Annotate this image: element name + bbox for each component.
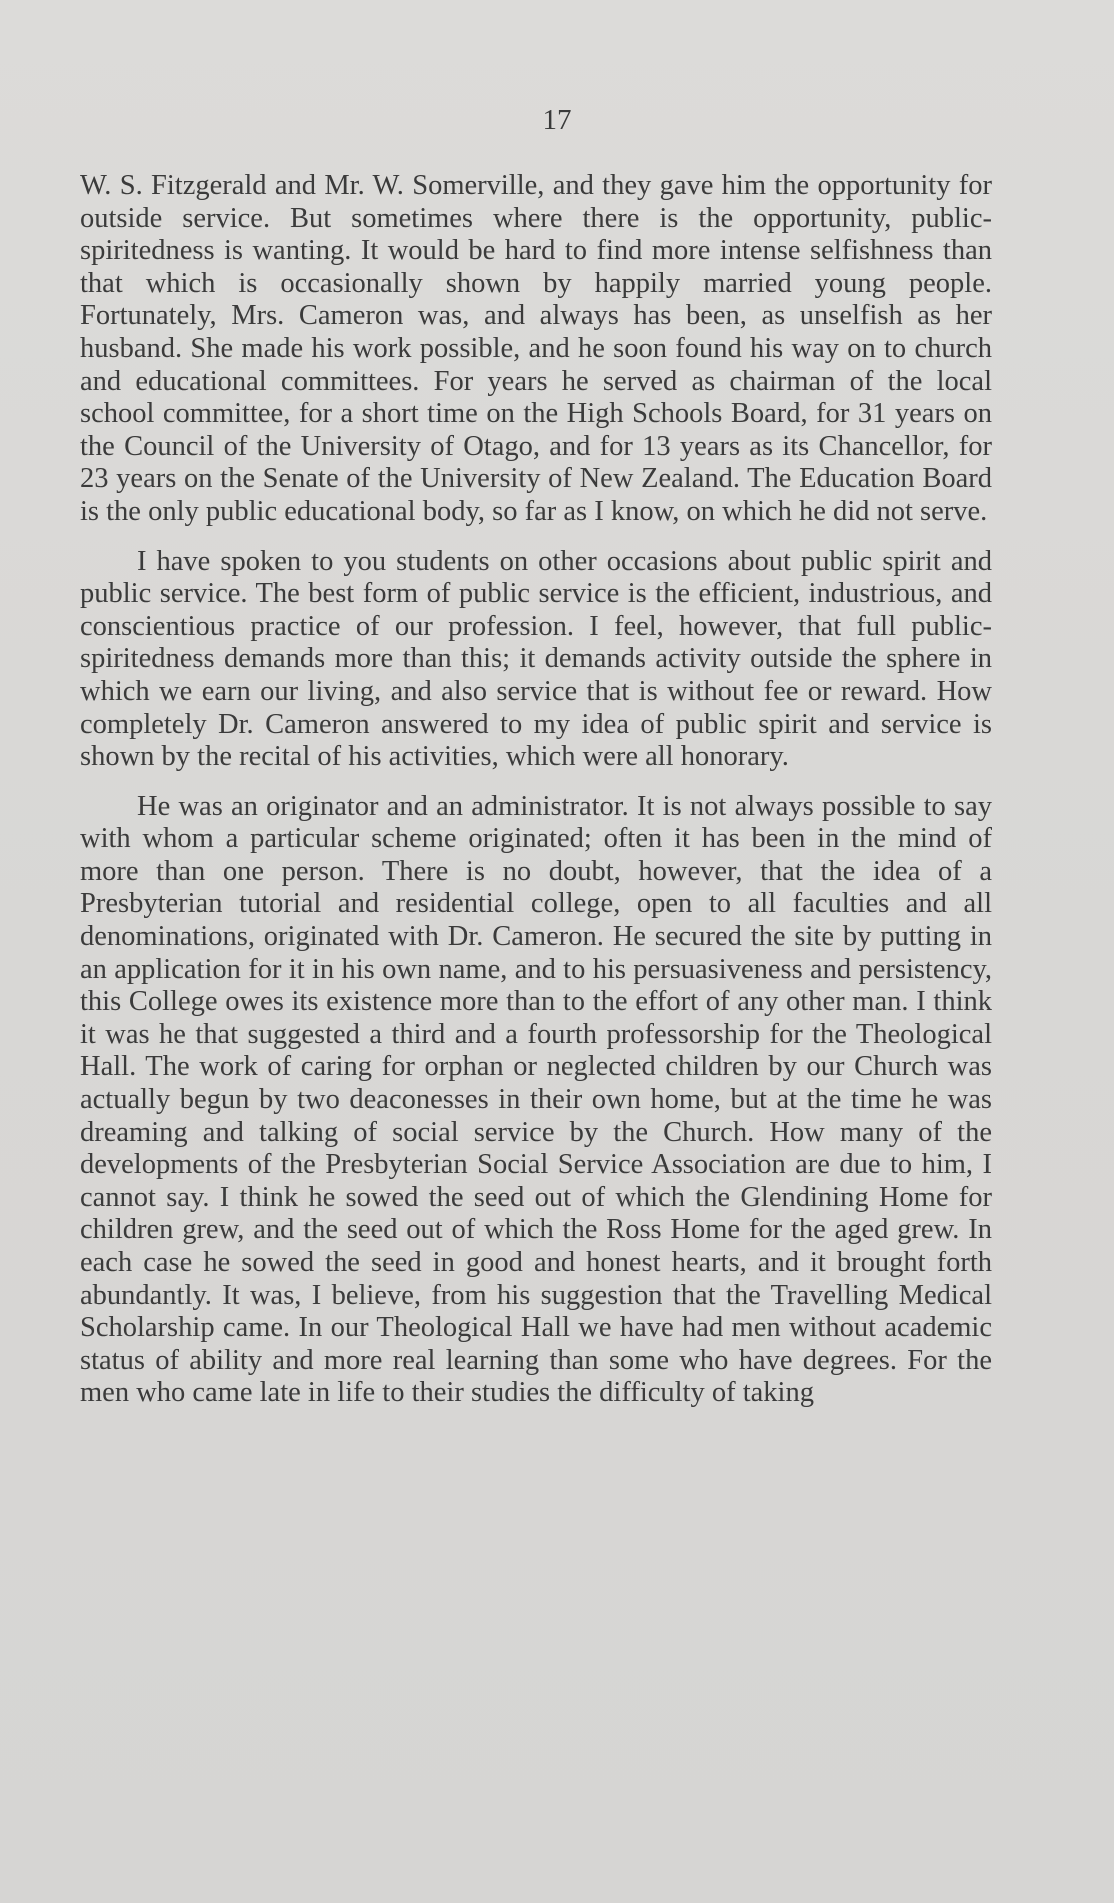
page-number: 17 [542, 104, 572, 136]
paragraph-1: W. S. Fitzgerald and Mr. W. Somerville, and they gave him the opportunity for outside service. But sometimes where there is the opportunity, public-spiritedness is wanting. It would be hard to find more intense selfishness than that which is occasionally shown by happily married young people. Fortunately, Mrs. Cameron was, and always has been, as unselfish as her husband. She made his work possible, and he soon found his way on to church and educational committees. For years he served as chairman of the local school committee, for a short time on the High Schools Board, for 31 years on the Council of the University of Otago, and for 13 years as its Chancellor, for 23 years on the Senate of the University of New Zealand. The Education Board is the only public educational body, so far as I know, on which he did not serve. [80, 170, 992, 527]
paragraph-2: I have spoken to you students on other occasions about public spirit and public service. The best form of public service is the efficient, industrious, and conscientious practice of our profession. I feel, however, that full public-spiritedness demands more than this; it demands activity outside the sphere in which we earn our living, and also service that is without fee or reward. How completely Dr. Cameron answered to my idea of public spirit and service is shown by the recital of his activities, which were all honorary. [80, 545, 992, 773]
paragraph-3: He was an originator and an administrator. It is not always possible to say with whom a particular scheme originated; often it has been in the mind of more than one person. There is no doubt, however, that the idea of a Presbyterian tutorial and residential college, open to all faculties and all denominations, originated with Dr. Cameron. He secured the site by putting in an application for it in his own name, and to his persuasiveness and persistency, this College owes its existence more than to the effort of any other man. I think it was he that suggested a third and a fourth professorship for the Theological Hall. The work of caring for orphan or neglected children by our Church was actually begun by two deaconesses in their own home, but at the time he was dreaming and talking of social service by the Church. How many of the developments of the Presbyterian Social Service Association are due to him, I cannot say. I think he sowed the seed out of which the Glendining Home for children grew, and the seed out of which the Ross Home for the aged grew. In each case he sowed the seed in good and honest hearts, and it brought forth abundantly. It was, I believe, from his suggestion that the Travelling Medical Scholarship came. In our Theological Hall we have had men without academic status of ability and more real learning than some who have degrees. For the men who came late in life to their studies the difficulty of taking [80, 790, 992, 1409]
body-text [80, 170, 992, 1427]
